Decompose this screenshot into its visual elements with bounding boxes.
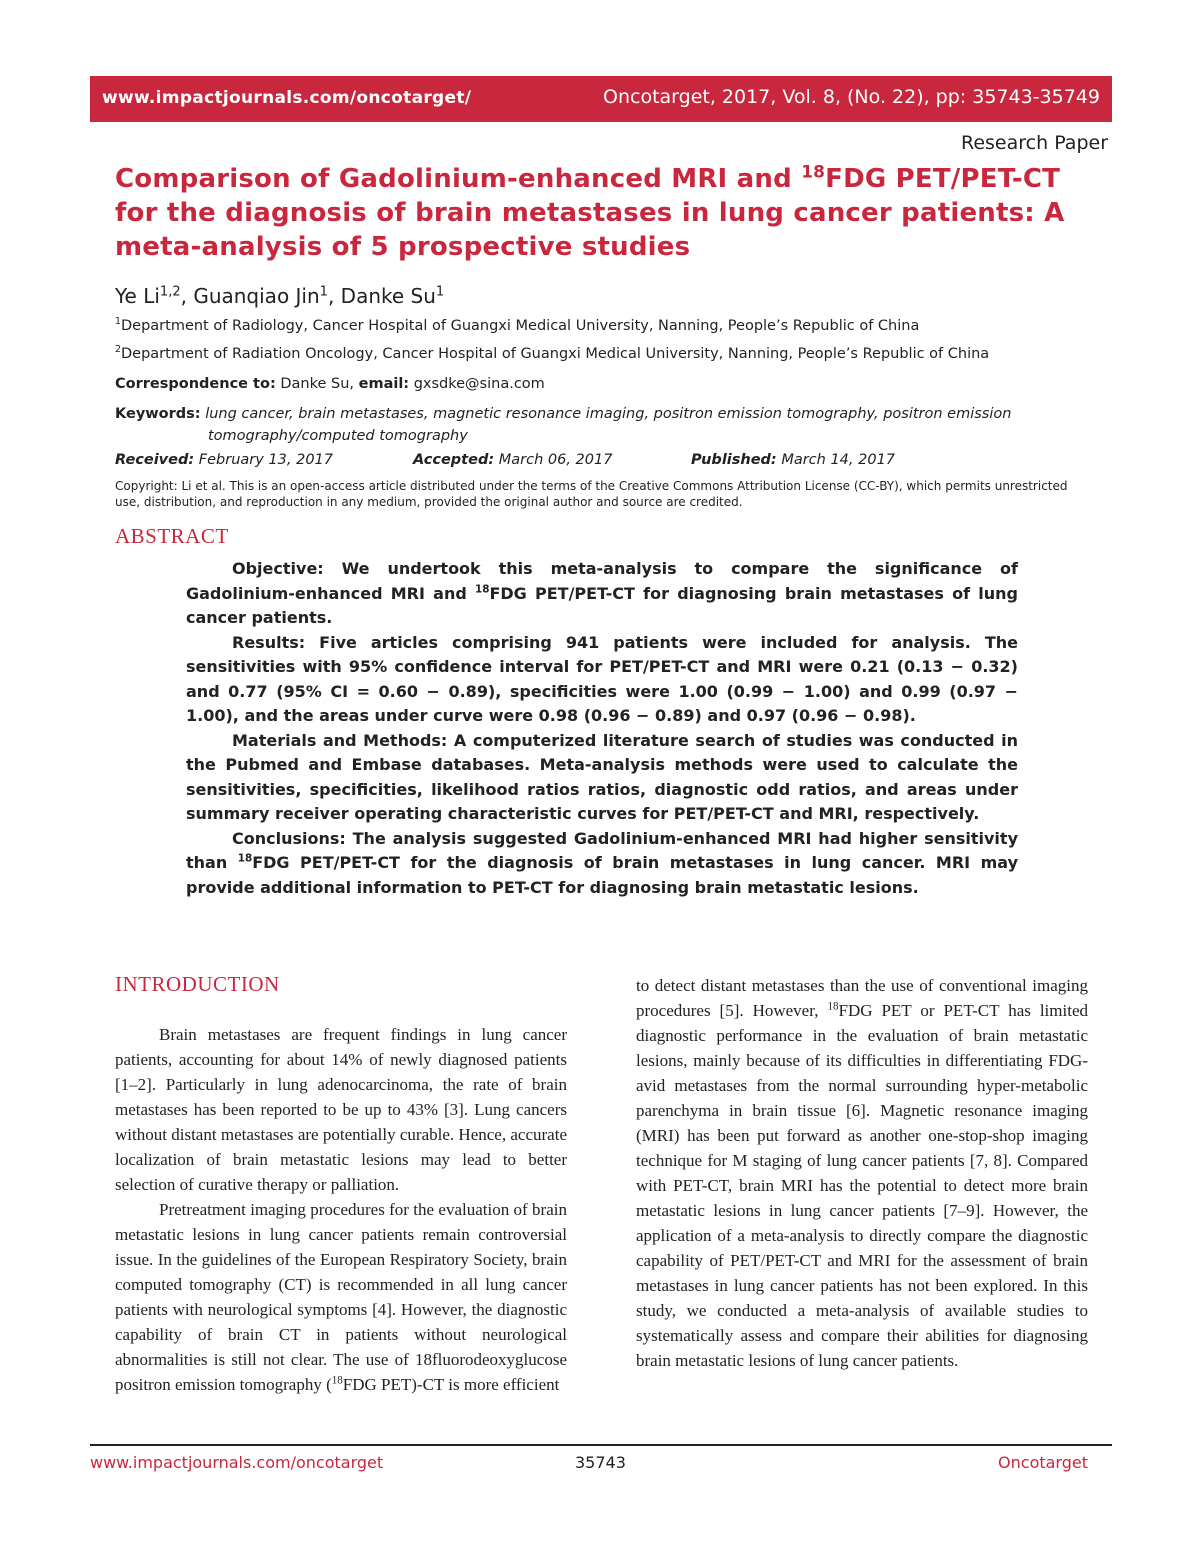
published-date: Published: March 14, 2017 (691, 452, 896, 468)
abstract-methods: Materials and Methods: A computerized literature search of studies was conducted in the Pubmed and Embase databases. Meta-analysis methods were used to calculate the sensitivities, specificities, likelihood ratios ratios, diagnostic odd ratios, and areas under summary receiver operating characteristic curves for PET/PET-CT and MRI, respectively. (186, 730, 1018, 823)
paper-title: Comparison of Gadolinium-enhanced MRI and $^{18}$FDG PET/PET-CT for the diagnosis of brain metastases in lung cancer patients: A meta-analysis of 5 prospective studies (115, 161, 1065, 262)
affiliation-1: $^1$Department of Radiology, Cancer Hospital of Guangxi Medical University, Nanning, People’s Republic of China (115, 316, 920, 334)
introduction-heading: INTRODUCTION (115, 972, 280, 996)
journal-url[interactable]: www.impactjournals.com/oncotarget/ (102, 88, 472, 108)
abstract-objective: Objective: We undertook this meta-analysis to compare the significance of Gadolinium-enhanced MRI and $^{18}$FDG PET/PET-CT for diagnosing brain metastases of lung cancer patients. (186, 559, 1018, 627)
introduction-left-column (115, 1022, 567, 1397)
abstract-conclusions: Conclusions: The analysis suggested Gadolinium-enhanced MRI had higher sensitivity than $^{18}$FDG PET/PET-CT for the diagnosis of brain metastases in lung cancer. MRI may provide additional information to PET-CT for diagnosing brain metastatic lesions. (186, 828, 1019, 897)
page-number: 35743 (575, 1453, 626, 1472)
author-list: Ye Li$^{1,2}$, Guanqiao Jin$^1$, Danke Su$^1$ (115, 284, 445, 308)
received-date: Received: February 13, 2017 (115, 452, 333, 468)
footer-divider (90, 1444, 1112, 1446)
author-name: Guanqiao Jin (193, 284, 320, 308)
footer-journal: Oncotarget (998, 1453, 1088, 1472)
intro-paragraph-2: Pretreatment imaging procedures for the evaluation of brain metastatic lesions in lung cancer patients remain controversial issue. In the guidelines of the European Respiratory Society, brain computed tomography (CT) is recommended in all lung cancer patients with neurological symptoms [4]. However, the diagnostic capability of brain CT in patients without neurological abnormalities is still not clear. The use of 18fluorodeoxyglucose positron emission tomography ($^{18}$FDG PET)-CT is more efficient (115, 1200, 567, 1394)
author-name: Ye Li (115, 284, 160, 308)
introduction-right-column (636, 973, 1088, 1373)
keywords-continued: tomography/computed tomography (208, 428, 468, 444)
accepted-date: Accepted: March 06, 2017 (413, 452, 613, 468)
journal-banner (90, 76, 1112, 122)
citation: Oncotarget, 2017, Vol. 8, (No. 22), pp: 35743-35749 (603, 86, 1100, 108)
copyright-notice: Copyright: Li et al. This is an open-access article distributed under the terms of the Creative Commons Attribution License (CC-BY), which permits unrestricted use, distribution, and reproduction in any medium, provided the original author and source are credited. (115, 479, 1068, 509)
footer-url[interactable]: www.impactjournals.com/oncotarget (90, 1453, 384, 1472)
affiliation-2: $^2$Department of Radiation Oncology, Cancer Hospital of Guangxi Medical University, Nanning, People’s Republic of China (115, 344, 990, 362)
abstract-results: Results: Five articles comprising 941 patients were included for analysis. The sensitivities with 95% confidence interval for PET/PET-CT and MRI were 0.21 (0.13 − 0.32) and 0.77 (95% CI = 0.60 − 0.89), specificities were 1.00 (0.99 − 1.00) and 0.99 (0.97 − 1.00), and the areas under curve were 0.98 (0.96 − 0.89) and 0.97 (0.96 − 0.98). (186, 632, 1018, 725)
correspondence: Correspondence to: Danke Su, email: gxsdke@sina.com (115, 376, 545, 392)
email-link[interactable]: gxsdke@sina.com (413, 376, 545, 392)
abstract-heading: ABSTRACT (115, 524, 229, 548)
intro-paragraph-2-continued: to detect distant metastases than the use of conventional imaging procedures [5]. However, $^{18}$FDG PET or PET-CT has limited diagnostic performance in the evaluation of brain metastatic lesions, mainly because of its difficulties in differentiating FDG-avid metastases from the normal surrounding hyper-metabolic parenchyma in brain tissue [6]. Magnetic resonance imaging (MRI) has been put forward as another one-stop-shop imaging technique for M staging of lung cancer patients [7, 8]. Compared with PET-CT, brain MRI has the potential to detect more brain metastatic lesions in lung cancer patients [7–9]. However, the application of a meta-analysis to directly compare the diagnostic capability of PET/PET-CT and MRI for the assessment of brain metastases in lung cancer patients has not been explored. In this study, we conducted a meta-analysis of available studies to systematically assess and compare their abilities for diagnosing brain metastatic lesions of lung cancer patients. (636, 976, 1088, 1370)
abstract-body (186, 557, 1018, 900)
paper-type: Research Paper (961, 132, 1108, 154)
keywords: Keywords: lung cancer, brain metastases, magnetic resonance imaging, positron emission tomography, positron emission (115, 406, 1012, 422)
intro-paragraph-1: Brain metastases are frequent findings in lung cancer patients, accounting for about 14% of newly diagnosed patients [1–2]. Particularly in lung adenocarcinoma, the rate of brain metastases has been reported to be up to 43% [3]. Lung cancers without distant metastases are potentially curable. Hence, accurate localization of brain metastatic lesions may lead to better selection of curative therapy or palliation. (115, 1025, 567, 1194)
author-name: Danke Su (340, 284, 436, 308)
